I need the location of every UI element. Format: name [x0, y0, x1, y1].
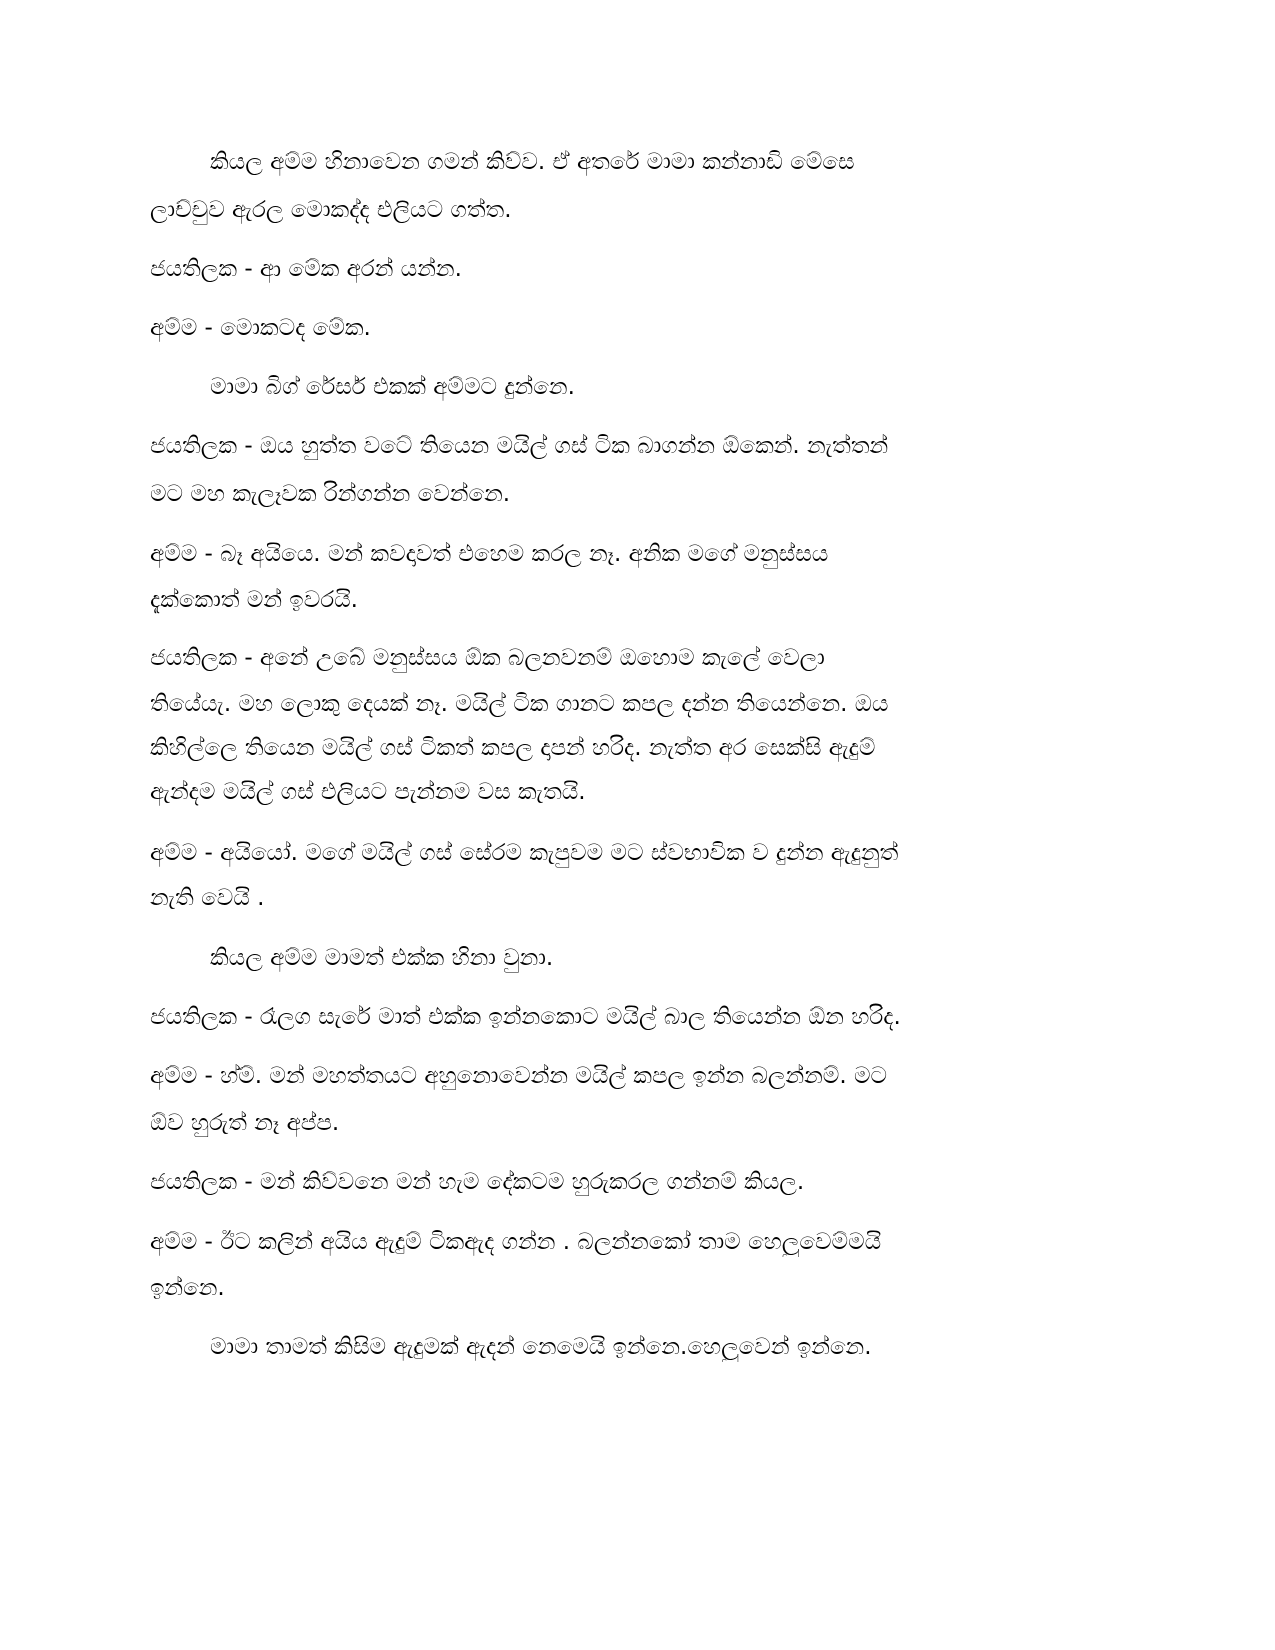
- text-line: තියේයැ. මහ ලොකු දෙයක් නෑ. මයිල් ටික ගානට කපල දන්න තියෙන්නෙ. ඔය: [150, 691, 889, 717]
- text-line: දැක්කොත් මන් ඉවරයි.: [150, 587, 358, 613]
- text-line: අම්ම - මොකටද මේක.: [150, 315, 371, 341]
- text-line: අම්ම - ඊට කලින් අයිය ඇදුම් ටිකඇද ගන්න . බලන්නකෝ තාම හෙලුවෙම්මයි: [150, 1229, 882, 1255]
- text-line: අම්ම - හ්ම්. මන් මහත්තයට අහුනොවෙන්න මයිල් කපල ඉන්න බලන්නම්. මට: [150, 1063, 888, 1089]
- text-line: නැති වෙයි .: [150, 885, 265, 911]
- text-line: ජයතිලක - ඔය හුත්ත වටේ තියෙන මයිල් ගස් ටික බාගන්න ඕකෙන්. නැත්තන්: [150, 433, 889, 459]
- text-line: ඇන්දම මයිල් ගස් එලියට පැන්නම වස කැතයි.: [150, 779, 586, 805]
- text-line: මාමා බිග් රේසර් එකක් අම්මට දුන්නෙ.: [210, 374, 575, 400]
- text-line: ඕව හුරුත් නෑ අප්ප.: [150, 1110, 340, 1136]
- text-line: ඉන්නෙ.: [150, 1275, 225, 1301]
- text-line: මට මහ කැලෑවක රින්ගන්න වෙන්නෙ.: [150, 481, 511, 507]
- text-line: කියල අම්ම හිනාවෙන ගමන් කිව්ව. ඒ අතරේ මාමා කන්නාඩි මේසෙ: [210, 149, 855, 175]
- text-line: කිහිල්ලෙ තියෙන මයිල් ගස් ටිකත් කපල දාපන් හරිද. නැත්ත අර සෙක්සි ඇදුම්: [150, 735, 876, 761]
- text-line: අම්ම - අයියෝ. මගේ මයිල් ගස් සේරම කැපුවම මට ස්වභාවික ව දුන්න ඇදුනුත්: [150, 840, 899, 866]
- text-line: ජයතිලක - අනේ උබේ මනුස්සය ඕක බලනවනම් ඔහොම කැලේ වෙලා: [150, 645, 825, 671]
- text-line: අම්ම - බෑ අයියෙ. මන් කවදාවත් එහෙම කරල නෑ. අනික මගේ මනුස්සය: [150, 541, 829, 567]
- text-line: ජයතිලක - ආ මේක අරන් යන්න.: [150, 256, 462, 282]
- text-line: මාමා තාමත් කිසිම ඇදුමක් ඇදන් නෙමෙයි ඉන්නෙ.හෙලුවෙන් ඉන්නෙ.: [210, 1334, 872, 1360]
- text-line: ජයතිලක - මන් කිව්වනෙ මන් හැම දේකටම හුරුකරල ගන්නම් කියල.: [150, 1169, 805, 1195]
- text-line: ලාච්චුව ඇරල මොකද්ද එලියට ගත්ත.: [150, 197, 512, 223]
- text-line: ජයතිලක - රෑලග සැරේ මාත් එක්ක ඉන්නකොට මයිල් බාල තියෙන්න ඕන හරිද.: [150, 1004, 901, 1030]
- text-line: කියල අම්ම මාමත් එක්ක හිනා වුනා.: [210, 945, 554, 971]
